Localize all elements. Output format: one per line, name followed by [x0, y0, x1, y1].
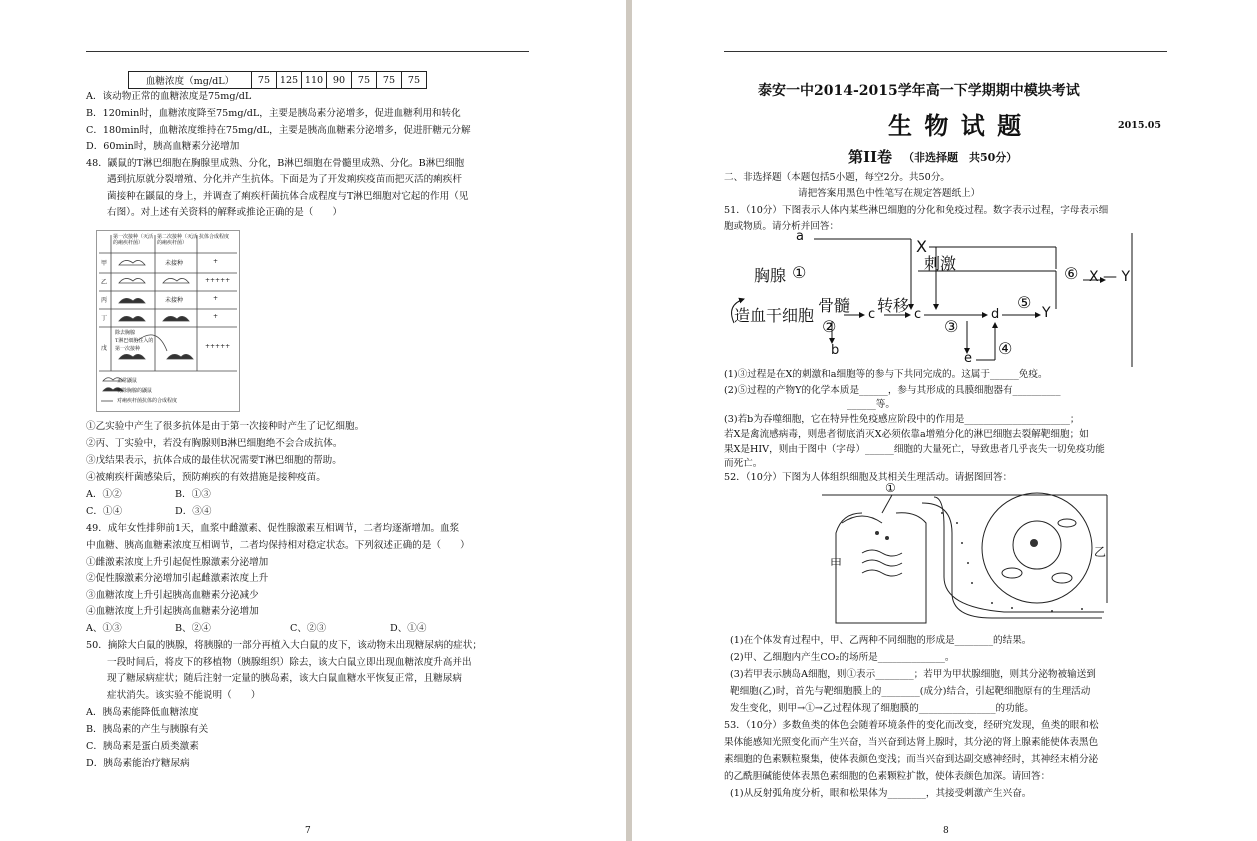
q48-line: 右图）。对上述有关资料的解释或推论正确的是（ ） — [107, 207, 343, 218]
lymphocyte-diagram — [724, 229, 1134, 367]
q50-option-b: B．胰岛素的产生与胰腺有关 — [86, 724, 209, 735]
q50-line: 50．摘除大白鼠的胰腺，将胰腺的一部分再植入大白鼠的皮下，该动物未出现糖尿病的症状； — [86, 640, 482, 651]
q52-item: 发生变化，则甲→①→乙过程体现了细胞膜的________________的功能。 — [730, 703, 1034, 714]
fig-row-degree: + — [213, 313, 219, 320]
q53-line: 素细胞的色素颗粒聚集，使体表颜色变浅；而当兴奋到达副交感神经时，其神经末梢分泌 — [724, 754, 1099, 765]
label-d: d — [991, 307, 1000, 322]
blood-sugar-table — [128, 71, 427, 89]
left-page — [0, 0, 626, 841]
q49-item: ②促性腺激素分泌增加引起雌激素浓度上升 — [86, 573, 269, 584]
q51-item: (1)③过程是在X的刺激和a细胞等的参与下共同完成的。这属于______免疫。 — [724, 369, 1048, 380]
fig-legend: 切除胸腺的鼷鼠 — [117, 388, 153, 394]
top-rule — [724, 51, 1167, 52]
label-X: X — [916, 237, 927, 256]
label-c2: c — [914, 307, 922, 322]
label-e: e — [964, 351, 972, 366]
q48-item: ②丙、丁实验中，若没有胸腺则B淋巴细胞绝不会合成抗体。 — [86, 438, 343, 449]
fig-header-first: 第一次接种（灭活的痢疾杆菌） — [113, 234, 154, 246]
table-cell: 75 — [352, 72, 377, 89]
q52-item: (1)在个体发育过程中，甲、乙两种不同细胞的形成是________的结果。 — [730, 635, 1032, 646]
right-page — [632, 0, 1257, 841]
q51-item: 果X是HIV，则由于图中（字母）______细胞的大量死亡，导致患者几乎丧失一切免疫功能 — [724, 444, 1105, 455]
q49-option-b: B、②④ — [175, 623, 211, 634]
table-cell: 75 — [402, 72, 427, 89]
fig-annotation: T淋巴细胞注入的 — [115, 338, 154, 344]
subject-title: 生 物 试 题 — [888, 111, 1024, 140]
q48-item: ①乙实验中产生了很多抗体是由于第一次接种时产生了记忆细胞。 — [86, 421, 365, 432]
page-number: 8 — [943, 826, 949, 836]
fig-header-degree: 抗体合成程度 — [199, 234, 230, 240]
q49-item: ①雌激素浓度上升引起促性腺激素分泌增加 — [86, 557, 269, 568]
q51-item: (2)⑤过程的产物Y的化学本质是______，参与其形成的具膜细胞器有__________ — [724, 385, 1061, 396]
cell-diagram — [822, 483, 1112, 630]
q48-line: 48．鼷鼠的T淋巴细胞在胸腺里成熟、分化，B淋巴细胞在骨髓里成熟、分化。B淋巴细胞 — [86, 158, 465, 169]
q49-option-d: D、①④ — [390, 623, 427, 634]
q52-item: 靶细胞(乙)时，首先与靶细胞膜上的________(成分)结合，引起靶细胞原有的生理活动 — [730, 686, 1091, 697]
table-cell: 75 — [377, 72, 402, 89]
q48-option-d: D．③④ — [175, 506, 212, 517]
q48-option-a: A．①② — [86, 489, 122, 500]
top-rule — [86, 51, 529, 52]
instruction-line: 请把答案用黑色中性笔写在规定答题纸上） — [798, 188, 981, 199]
label-step1: ① — [885, 481, 896, 495]
section-note: （非选择题 共50分） — [903, 151, 1018, 164]
q50-line: 一段时间后，将皮下的移植物（胰腺组织）除去，该大白鼠立即出现血糖浓度升高并出 — [107, 657, 472, 668]
exam-date: 2015.05 — [1118, 120, 1161, 131]
q53-line: 的乙酰胆碱能使体表黑色素细胞的色素颗粒扩散，使体表颜色加深。请回答： — [724, 771, 1051, 782]
q47-option-b: B．120min时，血糖浓度降至75mg/dL，主要是胰岛素分泌增多，促进血糖利用和转化 — [86, 108, 461, 119]
fig-row-label: 甲 — [101, 260, 108, 267]
exam-title: 泰安一中2014-2015学年高一下学期期中模块考试 — [758, 83, 1080, 99]
q52-line: 52．（10分）下图为人体组织细胞及其相关生理活动。请据图回答： — [724, 472, 1013, 483]
fig-row-degree: + — [213, 258, 219, 265]
table-cell: 90 — [327, 72, 352, 89]
q49-option-a: A、①③ — [86, 623, 122, 634]
q50-line: 症状消失。该实验不能说明（ ） — [107, 690, 261, 701]
q51-item: (3)若b为吞噬细胞，它在特异性免疫感应阶段中的作用是______________________； — [724, 414, 1080, 425]
q48-line: 遇到抗原就分裂增殖、分化并产生抗体。下面是为了开发痢疾疫苗而把灭活的痢疾杆 — [107, 174, 462, 185]
q48-item: ④被痢疾杆菌感染后，预防痢疾的有效措施是接种疫苗。 — [86, 472, 326, 483]
page-number: 7 — [305, 826, 311, 836]
q53-item: (1)从反射弧角度分析，眼和松果体为________，其接受刺激产生兴奋。 — [730, 788, 1032, 799]
fig-row-degree: +++++ — [205, 277, 231, 284]
label-stimulus: 刺激 — [924, 254, 957, 273]
q51-item: ______等。 — [847, 399, 895, 410]
table-cell: 75 — [252, 72, 277, 89]
instruction-line: 二、非选择题（本题包括5小题，每空2分。共50分。 — [724, 172, 950, 183]
label-thymus: 胸腺 — [754, 266, 787, 285]
q53-line: 53．（10分）多数鱼类的体色会随着环境条件的变化而改变，经研究发现，鱼类的眼和松 — [724, 720, 1099, 731]
label-marrow: 骨髓 — [818, 296, 851, 315]
fig-row-label: 丁 — [101, 315, 108, 322]
q48-option-b: B．①③ — [175, 489, 211, 500]
label-step4: ④ — [998, 339, 1013, 358]
q48-line: 菌接种在鼷鼠的身上，并调查了痢疾杆菌抗体合成程度与T淋巴细胞对它起的作用（见 — [107, 191, 469, 202]
cell-drawing — [822, 483, 1112, 630]
table-header: 血糖浓度（mg/dL） — [129, 72, 252, 89]
label-step5: ⑤ — [1017, 293, 1032, 312]
label-a: a — [796, 229, 804, 244]
q47-option-a: A．该动物正常的血糖浓度是75mg/dL — [86, 91, 252, 102]
label-stem-cell: 造血干细胞 — [734, 306, 815, 325]
q51-line: 胞或物质。请分析并回答： — [724, 221, 840, 232]
label-c1: c — [868, 307, 876, 322]
q47-option-d: D．60min时，胰高血糖素分泌增加 — [86, 141, 240, 152]
label-b: b — [831, 343, 840, 358]
label-step3: ③ — [944, 317, 959, 336]
label-transfer: 转移 — [877, 296, 910, 315]
fig-row-label: 戊 — [101, 345, 108, 352]
fig-row-degree: + — [213, 295, 219, 302]
q53-line: 果体能感知光照变化而产生兴奋，当兴奋到达肾上腺时，其分泌的肾上腺素能使体表黑色 — [724, 737, 1099, 748]
q47-option-c: C．180min时，血糖浓度维持在75mg/dL，主要是胰高血糖素分泌增多，促进肝糖元分解 — [86, 125, 471, 136]
q51-item: 若X是禽流感病毒，则患者彻底消灭X必须依靠a增殖分化的淋巴细胞去裂解靶细胞；如 — [724, 429, 1089, 440]
q49-option-c: C、②③ — [290, 623, 327, 634]
q50-line: 现了糖尿病症状；随后注射一定量的胰岛素，该大白鼠血糖水平恢复正常，且糖尿病 — [107, 673, 462, 684]
q52-item: (3)若甲表示胰岛A细胞，则①表示________；若甲为甲状腺细胞，则其分泌物被输送到 — [730, 669, 1096, 680]
q50-option-d: D．胰岛素能治疗糖尿病 — [86, 758, 190, 769]
fig-header-second: 第二次接种（灭活的痢疾杆菌） — [157, 234, 198, 246]
q49-line: 中血糖、胰高血糖素浓度互相调节，二者均保持相对稳定状态。下列叙述正确的是（ ） — [86, 540, 470, 551]
fig-row-second: 未接种 — [165, 260, 184, 267]
fig-legend: 对痢疾杆菌抗体的合成程度 — [117, 398, 178, 404]
fig-row-second: 未接种 — [165, 297, 184, 304]
q50-option-a: A．胰岛素能降低血糖浓度 — [86, 707, 199, 718]
q49-item: ④血糖浓度上升引起胰高血糖素分泌增加 — [86, 606, 259, 617]
fig-row-degree: +++++ — [205, 343, 231, 350]
antibody-figure — [96, 230, 240, 412]
q48-item: ③戊结果表示，抗体合成的最佳状况需要T淋巴细胞的帮助。 — [86, 455, 342, 466]
table-cell: 125 — [277, 72, 302, 89]
section-title: 第II卷 — [848, 148, 893, 166]
label-step1: ① — [792, 263, 807, 282]
q51-line: 51．（10分）下图表示人体内某些淋巴细胞的分化和免疫过程。数字表示过程，字母表示细 — [724, 205, 1109, 216]
q48-option-c: C．①④ — [86, 506, 123, 517]
label-step6: ⑥ — [1064, 264, 1079, 283]
fig-legend: 正常鼷鼠 — [117, 378, 138, 384]
q50-option-c: C．胰岛素是蛋白质类激素 — [86, 741, 199, 752]
fig-annotation: 第一次接种 — [115, 346, 141, 352]
label-cell-jia: 甲 — [830, 557, 843, 571]
q49-item: ③血糖浓度上升引起胰高血糖素分泌减少 — [86, 590, 259, 601]
fig-row-label: 乙 — [101, 279, 108, 286]
table-cell: 110 — [302, 72, 327, 89]
label-XY: X — Y — [1089, 269, 1131, 285]
label-Y: Y — [1042, 305, 1051, 321]
fig-row-label: 丙 — [101, 297, 108, 304]
label-cell-yi: 乙 — [1094, 545, 1107, 559]
q51-item: 而死亡。 — [724, 458, 763, 469]
fig-annotation: 除去胸腺 — [115, 330, 136, 336]
q52-item: (2)甲、乙细胞内产生CO₂的场所是______________。 — [730, 652, 955, 663]
q49-line: 49．成年女性排卵前1天，血浆中雌激素、促性腺激素互相调节，二者均逐渐增加。血浆 — [86, 523, 460, 534]
label-step2: ② — [822, 317, 837, 336]
